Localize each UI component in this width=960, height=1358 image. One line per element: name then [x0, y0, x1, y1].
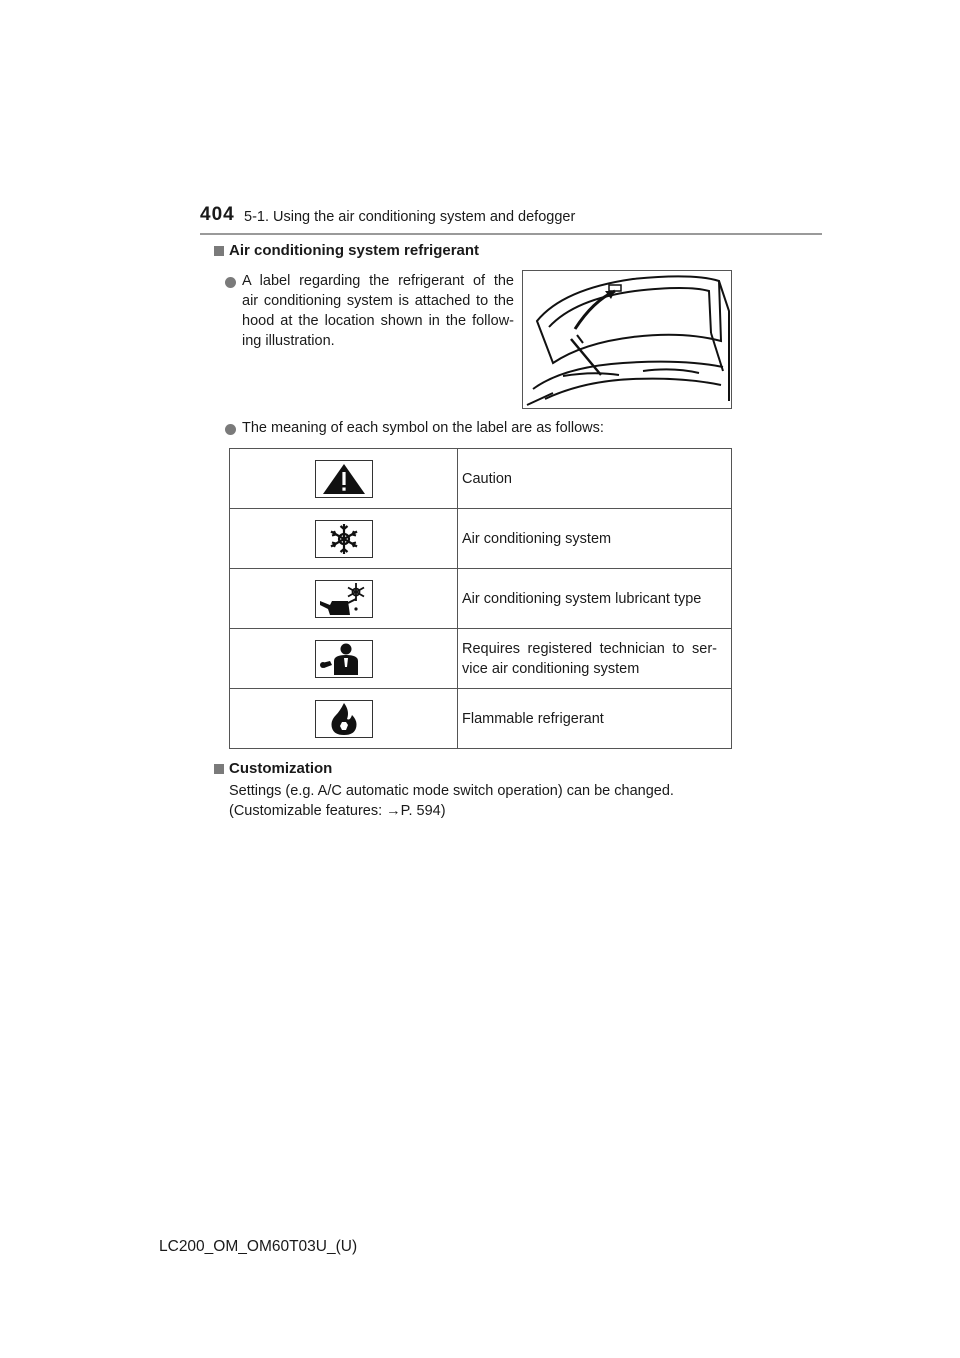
refrigerant-heading — [214, 242, 479, 259]
description-line: Flammable refrigerant — [462, 710, 604, 727]
oil-can-snowflake-icon — [315, 580, 373, 618]
customization-heading-text: Customization — [229, 760, 333, 777]
table-row — [230, 689, 732, 749]
description-cell — [458, 509, 732, 569]
table-row — [230, 509, 732, 569]
square-bullet-icon — [214, 246, 224, 256]
symbol-cell — [230, 509, 458, 569]
description-cell — [458, 569, 732, 629]
document-code: LC200_OM_OM60T03U_(U) — [159, 1238, 358, 1255]
description-line: Requires registered technician to ser- — [462, 640, 717, 657]
description-cell — [458, 689, 732, 749]
snowflake-icon — [315, 520, 373, 558]
table-row — [230, 569, 732, 629]
page-header — [200, 204, 822, 234]
hood-label-illustration — [522, 270, 732, 409]
arrow-right-icon: → — [386, 803, 401, 819]
table-row — [230, 629, 732, 689]
reference-prefix: (Customizable features: — [229, 803, 387, 819]
paragraph-line: A label regarding the refrigerant of the — [242, 273, 514, 289]
circle-bullet-icon — [225, 424, 236, 435]
symbol-cell — [230, 569, 458, 629]
section-title: 5-1. Using the air conditioning system and defogger — [244, 209, 576, 225]
description-line: Air conditioning system lubricant type — [462, 590, 702, 607]
technician-icon — [315, 640, 373, 678]
customization-line: Settings (e.g. A/C automatic mode switch operation) can be changed. — [229, 783, 674, 799]
square-bullet-icon — [214, 764, 224, 774]
description-line: Air conditioning system — [462, 530, 612, 547]
page-number: 404 — [200, 204, 235, 225]
flame-icon — [315, 700, 373, 738]
customization-heading — [214, 760, 332, 777]
circle-bullet-icon — [225, 277, 236, 288]
paragraph-line: air conditioning system is attached to the — [242, 293, 514, 309]
symbols-table — [229, 448, 732, 749]
description-cell — [458, 629, 732, 689]
paragraph-line: hood at the location shown in the follow- — [242, 313, 514, 329]
header-divider — [200, 233, 822, 235]
label-location-paragraph — [242, 271, 514, 351]
description-line: Caution — [462, 470, 512, 487]
symbol-cell — [230, 689, 458, 749]
customization-reference-line — [229, 801, 749, 821]
caution-triangle-icon — [315, 460, 373, 498]
customization-paragraph — [229, 781, 749, 821]
table-row — [230, 449, 732, 509]
description-cell — [458, 449, 732, 509]
symbol-cell — [230, 449, 458, 509]
paragraph-line: ing illustration. — [242, 333, 335, 349]
symbol-cell — [230, 629, 458, 689]
page-reference-link[interactable]: P. 594) — [400, 803, 446, 819]
refrigerant-heading-text: Air conditioning system refrigerant — [229, 242, 480, 259]
symbol-meaning-paragraph: The meaning of each symbol on the label are as follows: — [242, 420, 604, 436]
description-line: vice air conditioning system — [462, 660, 640, 677]
